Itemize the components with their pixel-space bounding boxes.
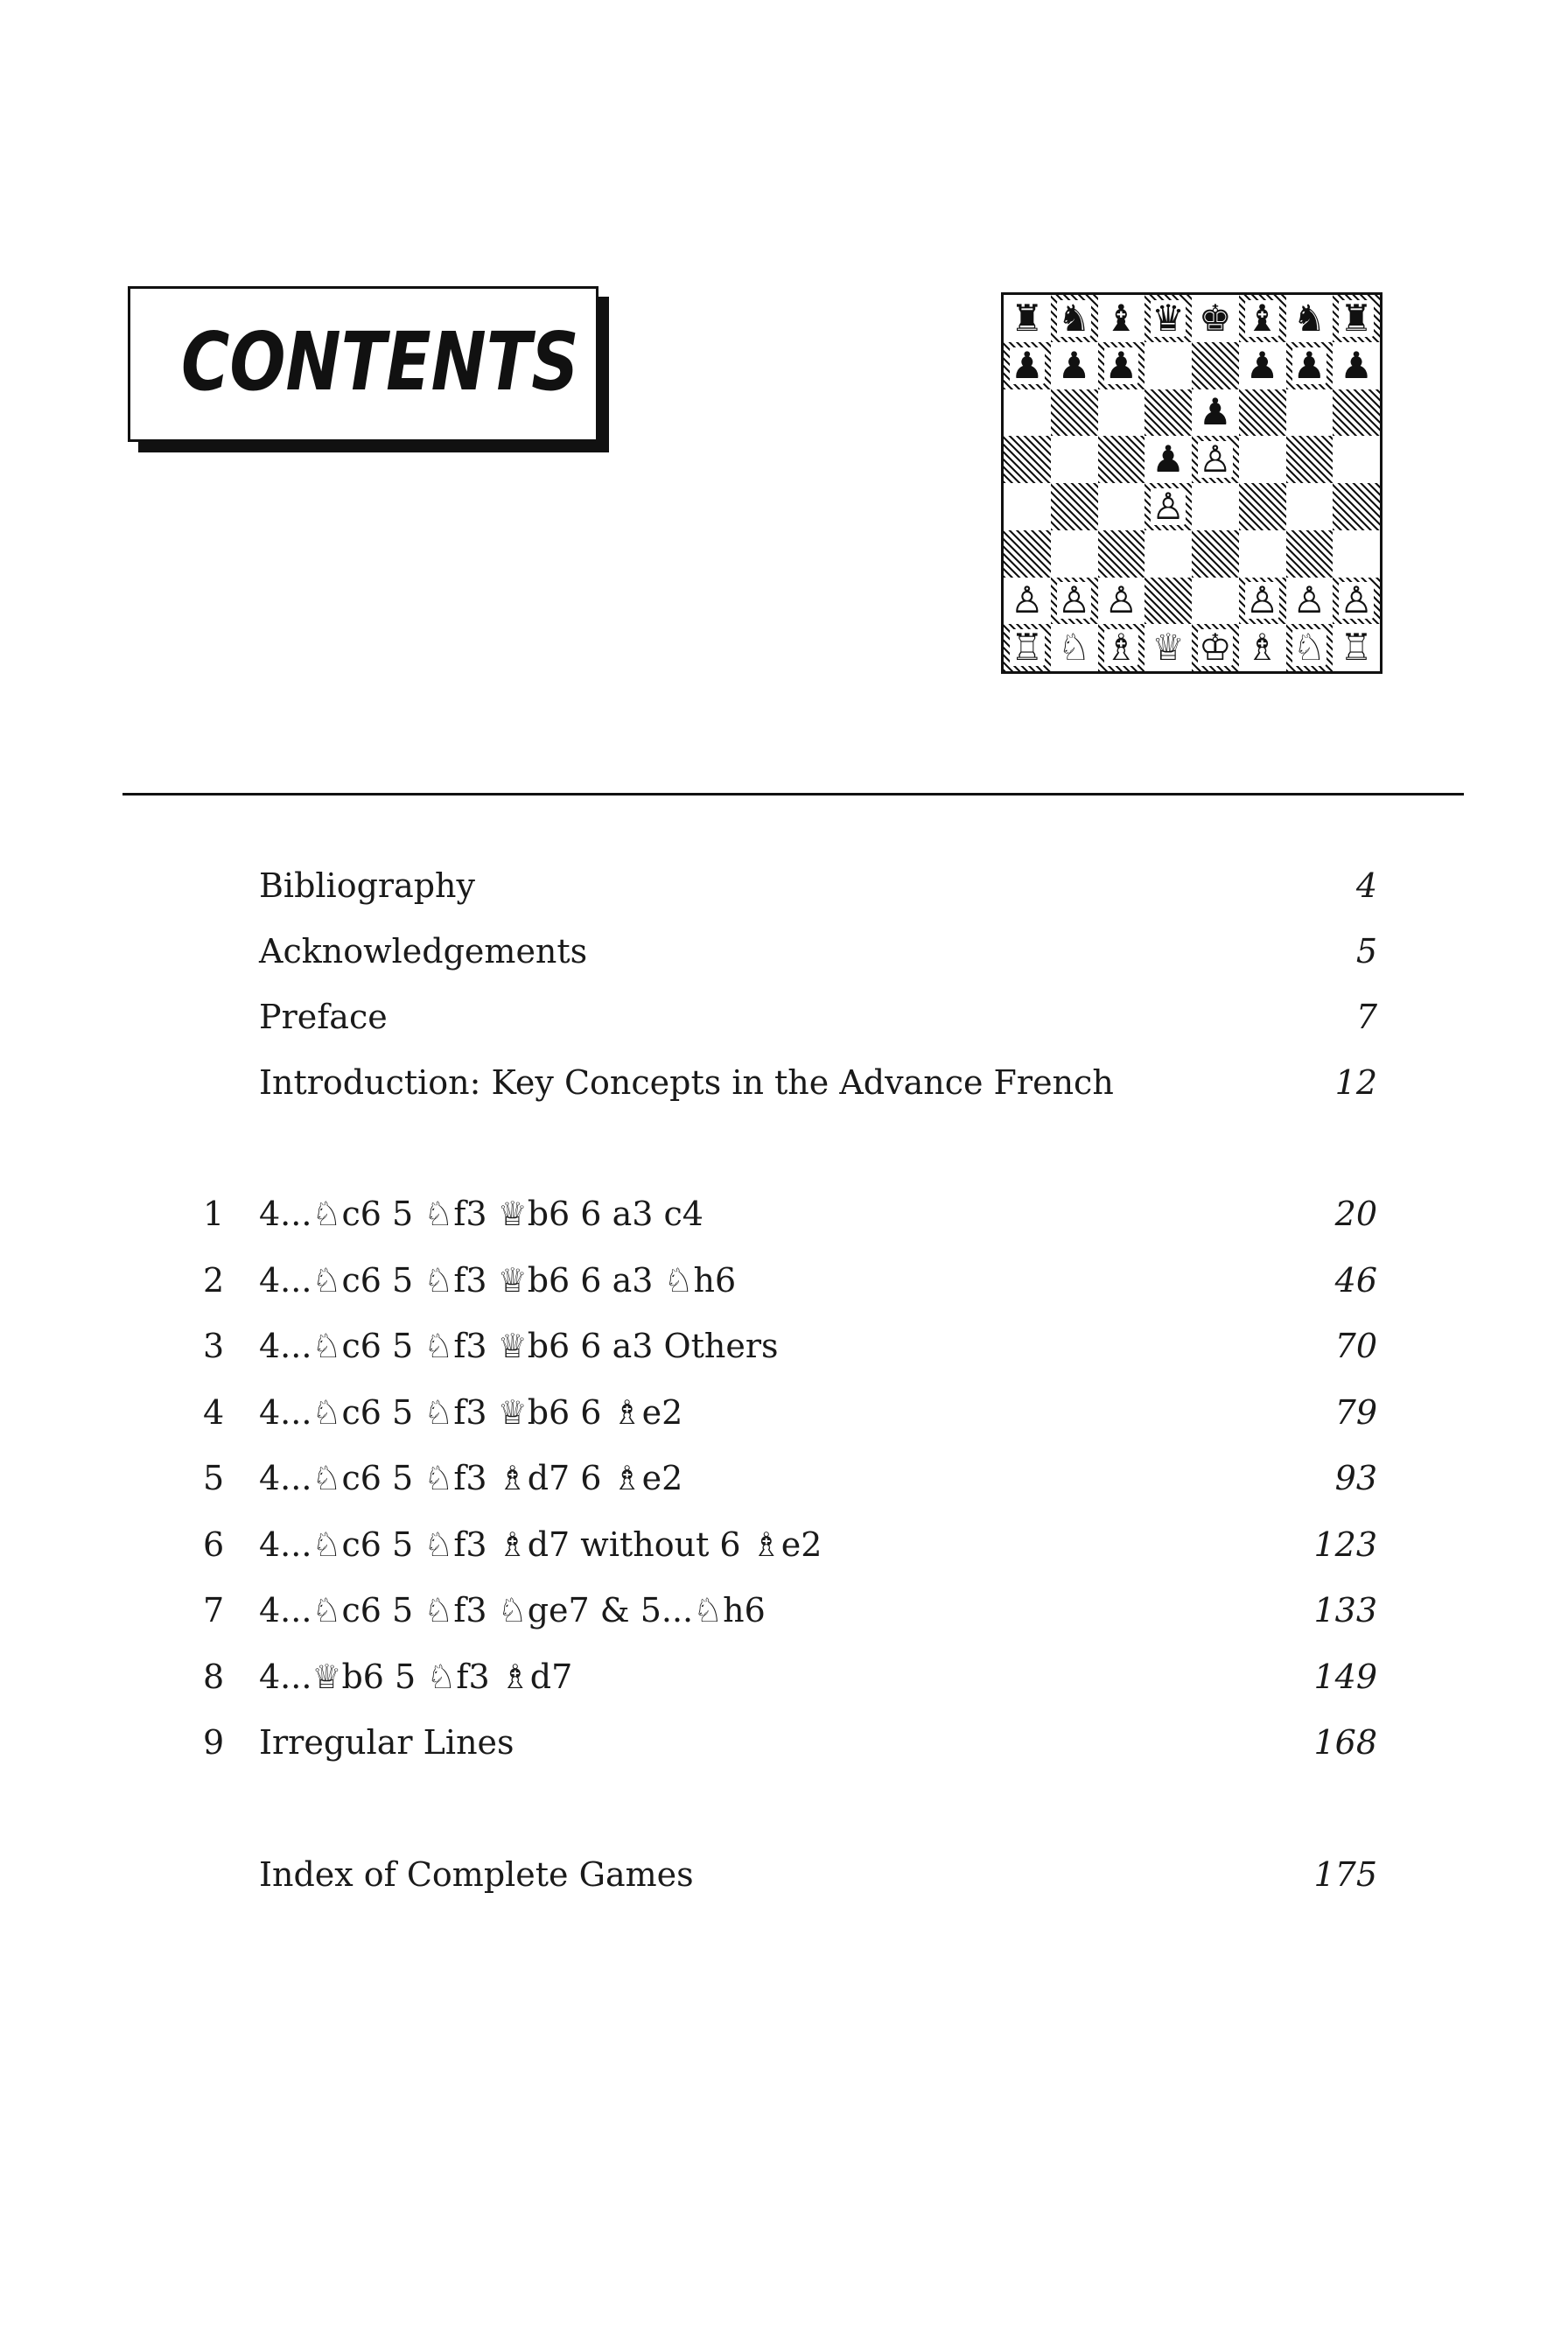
board-square: [1239, 578, 1286, 625]
board-square: [1192, 530, 1239, 578]
board-square: [1333, 436, 1380, 483]
chess-diagram: [1001, 292, 1382, 674]
toc-entry: [0, 1452, 1568, 1504]
chapter-number: 2: [203, 1261, 225, 1300]
toc-entry-title: Index of Complete Games: [259, 1855, 694, 1894]
chess-piece: ♟: [1057, 343, 1091, 387]
toc-entry: [0, 1320, 1568, 1372]
chapter-number: 6: [203, 1525, 225, 1564]
chess-piece: ♜: [1340, 296, 1373, 340]
board-square: [1333, 389, 1380, 437]
toc-page-number: 46: [1334, 1261, 1377, 1300]
chess-piece: ♝: [1104, 296, 1138, 340]
chess-piece: ♟: [1292, 343, 1326, 387]
toc-entry: [0, 1848, 1568, 1901]
toc-entry-title: 4...♘c6 5 ♘f3 ♕b6 6 ♗e2: [259, 1393, 683, 1432]
toc-entry-title: 4...♘c6 5 ♘f3 ♕b6 6 a3 ♘h6: [259, 1261, 737, 1300]
toc-entry-title: Introduction: Key Concepts in the Advance French: [259, 1063, 1114, 1102]
board-square: [1144, 483, 1192, 530]
board-square: [1192, 436, 1239, 483]
toc-entry: [0, 1651, 1568, 1703]
toc-entry-title: 4...♘c6 5 ♘f3 ♕b6 6 a3 c4: [259, 1195, 704, 1233]
board-square: [1286, 578, 1334, 625]
toc-entry: [0, 991, 1568, 1043]
board-square: [1098, 530, 1145, 578]
toc-entry-title: Bibliography: [259, 866, 475, 905]
toc-entry-title: 4...♘c6 5 ♘f3 ♗d7 without 6 ♗e2: [259, 1525, 822, 1564]
chess-piece: ♟: [1011, 343, 1044, 387]
board-square: [1333, 530, 1380, 578]
chess-piece: ♟: [1104, 343, 1138, 387]
chess-piece: ♟: [1199, 390, 1232, 434]
toc-entry: [0, 1386, 1568, 1439]
board-square: [1333, 578, 1380, 625]
chapter-number: 8: [203, 1658, 225, 1696]
board-square: [1051, 483, 1098, 530]
board-square: [1098, 483, 1145, 530]
board-square: [1144, 624, 1192, 671]
chess-piece: ♖: [1011, 626, 1044, 669]
chess-piece: ♙: [1104, 578, 1138, 622]
chess-piece: ♙: [1340, 578, 1373, 622]
contents-heading: CONTENTS: [181, 315, 579, 409]
board-square: [1192, 342, 1239, 389]
chess-piece: ♙: [1245, 578, 1279, 622]
board-square: [1239, 530, 1286, 578]
board-square: [1333, 295, 1380, 342]
toc-page-number: 7: [1355, 998, 1377, 1036]
board-square: [1192, 295, 1239, 342]
toc-entry: [0, 1584, 1568, 1637]
board-square: [1144, 578, 1192, 625]
board-square: [1051, 295, 1098, 342]
board-square: [1051, 389, 1098, 437]
toc-page-number: 4: [1355, 866, 1377, 905]
board-square: [1239, 624, 1286, 671]
chess-piece: ♙: [1292, 578, 1326, 622]
toc-page-number: 12: [1334, 1063, 1377, 1102]
toc-entry-title: Irregular Lines: [259, 1723, 514, 1762]
chess-piece: ♝: [1245, 296, 1279, 340]
board-square: [1004, 624, 1051, 671]
toc-page-number: 175: [1313, 1855, 1377, 1894]
board-square: [1004, 295, 1051, 342]
board-square: [1239, 389, 1286, 437]
toc-entry: [0, 1716, 1568, 1769]
chess-piece: ♙: [1199, 438, 1232, 481]
chess-piece: ♘: [1057, 626, 1091, 669]
chapter-number: 7: [203, 1591, 225, 1630]
chess-piece: ♞: [1292, 296, 1326, 340]
board-square: [1192, 578, 1239, 625]
board-square: [1239, 436, 1286, 483]
toc-entry-title: Acknowledgements: [259, 932, 588, 971]
chapter-number: 3: [203, 1327, 225, 1365]
board-square: [1286, 342, 1334, 389]
toc-entry: [0, 1056, 1568, 1109]
chapter-number: 4: [203, 1393, 225, 1432]
board-square: [1098, 295, 1145, 342]
chess-piece: ♟: [1245, 343, 1279, 387]
chess-piece: ♞: [1057, 296, 1091, 340]
chapter-number: 1: [203, 1195, 225, 1233]
board-square: [1286, 624, 1334, 671]
board-square: [1051, 436, 1098, 483]
toc-page-number: 149: [1313, 1658, 1377, 1696]
toc-entry: [0, 1254, 1568, 1307]
board-square: [1098, 436, 1145, 483]
chess-piece: ♚: [1199, 296, 1232, 340]
contents-heading-box: [128, 286, 598, 442]
board-square: [1239, 342, 1286, 389]
board-square: [1286, 530, 1334, 578]
toc-entry-title: 4...♘c6 5 ♘f3 ♘ge7 & 5...♘h6: [259, 1591, 766, 1630]
toc-entry: [0, 925, 1568, 978]
toc-entry-title: 4...♘c6 5 ♘f3 ♗d7 6 ♗e2: [259, 1459, 683, 1497]
toc-entry-title: 4...♘c6 5 ♘f3 ♕b6 6 a3 Others: [259, 1327, 779, 1365]
board-square: [1098, 342, 1145, 389]
board-square: [1144, 436, 1192, 483]
toc-page-number: 20: [1334, 1195, 1377, 1233]
chess-piece: ♖: [1340, 626, 1373, 669]
board-square: [1192, 389, 1239, 437]
board-square: [1239, 483, 1286, 530]
toc-entry: [0, 1188, 1568, 1240]
chess-piece: ♗: [1245, 626, 1279, 669]
board-square: [1286, 295, 1334, 342]
board-square: [1144, 295, 1192, 342]
board-square: [1051, 342, 1098, 389]
chess-piece: ♜: [1011, 296, 1044, 340]
toc-page-number: 123: [1313, 1525, 1377, 1564]
board-square: [1051, 530, 1098, 578]
chess-piece: ♛: [1152, 296, 1185, 340]
board-square: [1333, 483, 1380, 530]
chess-piece: ♟: [1340, 343, 1373, 387]
chess-piece: ♘: [1292, 626, 1326, 669]
board-square: [1286, 483, 1334, 530]
chess-piece: ♗: [1104, 626, 1138, 669]
chess-piece: ♙: [1057, 578, 1091, 622]
board-square: [1004, 436, 1051, 483]
toc-page-number: 93: [1334, 1459, 1377, 1497]
board-square: [1098, 624, 1145, 671]
board-square: [1144, 530, 1192, 578]
board-square: [1192, 624, 1239, 671]
toc-page-number: 168: [1313, 1723, 1377, 1762]
board-square: [1286, 389, 1334, 437]
board-square: [1192, 483, 1239, 530]
toc-page-number: 5: [1355, 932, 1377, 971]
chapter-number: 9: [203, 1723, 225, 1762]
chess-piece: ♙: [1011, 578, 1044, 622]
board-square: [1098, 578, 1145, 625]
board-square: [1144, 389, 1192, 437]
board-square: [1004, 578, 1051, 625]
board-square: [1004, 342, 1051, 389]
board-square: [1333, 624, 1380, 671]
board-square: [1144, 342, 1192, 389]
toc-entry: [0, 859, 1568, 912]
board-square: [1004, 389, 1051, 437]
chess-piece: ♙: [1152, 484, 1185, 528]
toc-entry: [0, 1518, 1568, 1571]
horizontal-rule: [122, 793, 1464, 796]
board-square: [1286, 436, 1334, 483]
board-square: [1004, 530, 1051, 578]
toc-page-number: 70: [1334, 1327, 1377, 1365]
board-square: [1004, 483, 1051, 530]
chess-piece: ♟: [1152, 438, 1185, 481]
board-square: [1098, 389, 1145, 437]
board-square: [1239, 295, 1286, 342]
board-square: [1051, 624, 1098, 671]
chapter-number: 5: [203, 1459, 225, 1497]
toc-page-number: 133: [1313, 1591, 1377, 1630]
chess-piece: ♔: [1199, 626, 1232, 669]
toc-entry-title: Preface: [259, 998, 388, 1036]
chess-piece: ♕: [1152, 626, 1185, 669]
board-square: [1051, 578, 1098, 625]
toc-entry-title: 4...♕b6 5 ♘f3 ♗d7: [259, 1658, 573, 1696]
board-square: [1333, 342, 1380, 389]
toc-page-number: 79: [1334, 1393, 1377, 1432]
